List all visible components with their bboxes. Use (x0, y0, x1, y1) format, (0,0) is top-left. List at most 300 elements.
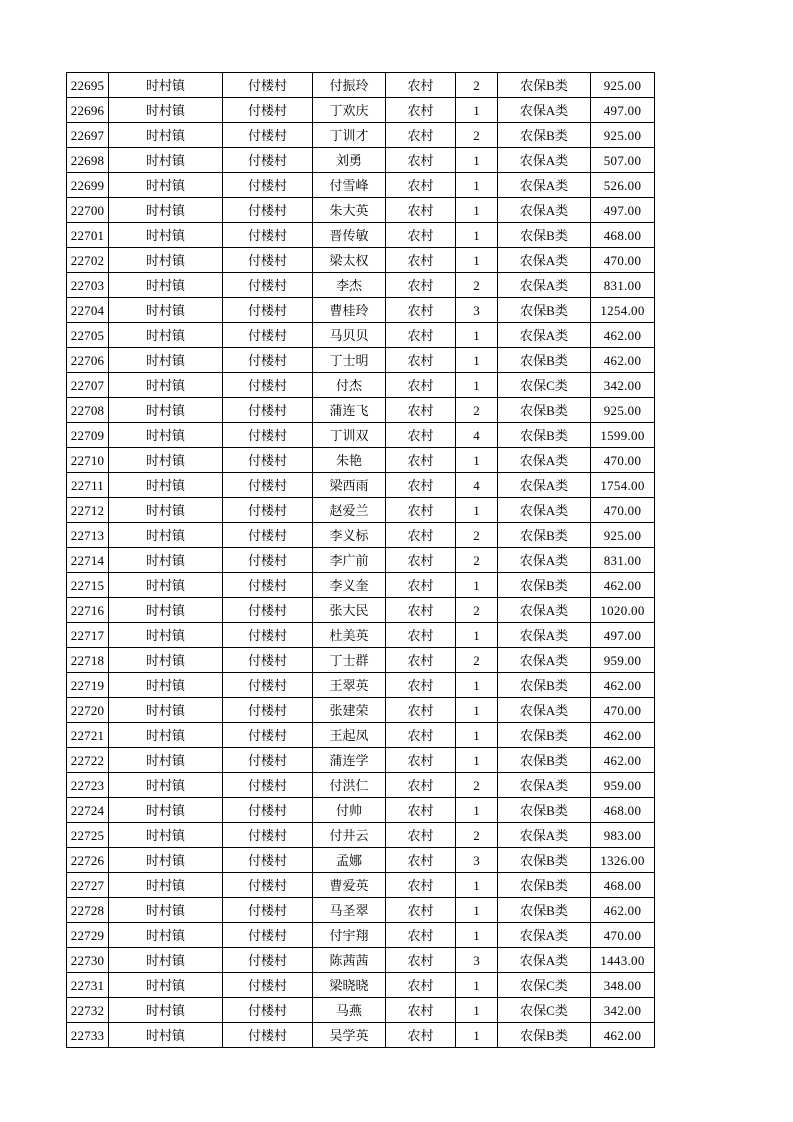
cell-id: 22715 (67, 573, 109, 598)
cell-amount: 462.00 (591, 723, 655, 748)
cell-town: 时村镇 (109, 248, 223, 273)
cell-count: 2 (456, 823, 498, 848)
cell-town: 时村镇 (109, 748, 223, 773)
table-row (67, 748, 655, 773)
cell-amount: 348.00 (591, 973, 655, 998)
cell-id: 22714 (67, 548, 109, 573)
cell-count: 1 (456, 373, 498, 398)
cell-area: 农村 (386, 273, 456, 298)
roster-table (66, 72, 655, 1048)
cell-town: 时村镇 (109, 948, 223, 973)
cell-amount: 470.00 (591, 698, 655, 723)
cell-amount: 831.00 (591, 548, 655, 573)
cell-amount: 1326.00 (591, 848, 655, 873)
cell-village: 付楼村 (223, 648, 313, 673)
cell-town: 时村镇 (109, 348, 223, 373)
cell-amount: 507.00 (591, 148, 655, 173)
cell-name: 赵爱兰 (313, 498, 386, 523)
cell-area: 农村 (386, 548, 456, 573)
cell-id: 22700 (67, 198, 109, 223)
cell-amount: 925.00 (591, 123, 655, 148)
cell-id: 22699 (67, 173, 109, 198)
cell-type: 农保A类 (498, 273, 591, 298)
cell-amount: 470.00 (591, 448, 655, 473)
cell-area: 农村 (386, 323, 456, 348)
cell-count: 1 (456, 1023, 498, 1048)
table-row (67, 373, 655, 398)
cell-town: 时村镇 (109, 648, 223, 673)
cell-area: 农村 (386, 898, 456, 923)
cell-town: 时村镇 (109, 873, 223, 898)
cell-name: 杜美英 (313, 623, 386, 648)
cell-village: 付楼村 (223, 948, 313, 973)
cell-type: 农保B类 (498, 848, 591, 873)
cell-name: 刘勇 (313, 148, 386, 173)
cell-town: 时村镇 (109, 298, 223, 323)
cell-id: 22712 (67, 498, 109, 523)
cell-id: 22701 (67, 223, 109, 248)
cell-area: 农村 (386, 748, 456, 773)
cell-town: 时村镇 (109, 198, 223, 223)
table-row (67, 1023, 655, 1048)
cell-town: 时村镇 (109, 223, 223, 248)
cell-area: 农村 (386, 298, 456, 323)
cell-count: 1 (456, 873, 498, 898)
cell-village: 付楼村 (223, 98, 313, 123)
table-row (67, 598, 655, 623)
cell-amount: 342.00 (591, 373, 655, 398)
cell-area: 农村 (386, 1023, 456, 1048)
cell-town: 时村镇 (109, 573, 223, 598)
cell-id: 22698 (67, 148, 109, 173)
cell-area: 农村 (386, 823, 456, 848)
cell-type: 农保A类 (498, 173, 591, 198)
cell-name: 张建荣 (313, 698, 386, 723)
cell-id: 22725 (67, 823, 109, 848)
cell-amount: 497.00 (591, 623, 655, 648)
cell-count: 1 (456, 148, 498, 173)
cell-amount: 1754.00 (591, 473, 655, 498)
table-row (67, 698, 655, 723)
cell-town: 时村镇 (109, 623, 223, 648)
cell-name: 吴学英 (313, 1023, 386, 1048)
table-row (67, 823, 655, 848)
cell-type: 农保A类 (498, 823, 591, 848)
cell-id: 22706 (67, 348, 109, 373)
cell-area: 农村 (386, 423, 456, 448)
cell-type: 农保A类 (498, 198, 591, 223)
cell-town: 时村镇 (109, 698, 223, 723)
cell-id: 22730 (67, 948, 109, 973)
cell-type: 农保A类 (498, 948, 591, 973)
cell-id: 22723 (67, 773, 109, 798)
table-row (67, 723, 655, 748)
cell-type: 农保C类 (498, 998, 591, 1023)
cell-name: 朱艳 (313, 448, 386, 473)
table-row (67, 673, 655, 698)
cell-amount: 470.00 (591, 923, 655, 948)
table-row (67, 973, 655, 998)
cell-village: 付楼村 (223, 848, 313, 873)
cell-count: 1 (456, 698, 498, 723)
cell-amount: 468.00 (591, 223, 655, 248)
cell-area: 农村 (386, 873, 456, 898)
cell-area: 农村 (386, 673, 456, 698)
cell-village: 付楼村 (223, 548, 313, 573)
cell-id: 22728 (67, 898, 109, 923)
cell-count: 1 (456, 923, 498, 948)
cell-type: 农保B类 (498, 348, 591, 373)
cell-village: 付楼村 (223, 823, 313, 848)
table-row (67, 573, 655, 598)
cell-amount: 470.00 (591, 498, 655, 523)
cell-count: 1 (456, 448, 498, 473)
table-row (67, 523, 655, 548)
cell-name: 曹桂玲 (313, 298, 386, 323)
cell-id: 22721 (67, 723, 109, 748)
cell-name: 付振玲 (313, 73, 386, 98)
cell-area: 农村 (386, 348, 456, 373)
cell-village: 付楼村 (223, 298, 313, 323)
table-row (67, 98, 655, 123)
cell-name: 马燕 (313, 998, 386, 1023)
cell-village: 付楼村 (223, 398, 313, 423)
cell-town: 时村镇 (109, 173, 223, 198)
table-row (67, 498, 655, 523)
cell-area: 农村 (386, 973, 456, 998)
cell-id: 22696 (67, 98, 109, 123)
table-row (67, 248, 655, 273)
table-row (67, 448, 655, 473)
cell-amount: 462.00 (591, 323, 655, 348)
cell-id: 22697 (67, 123, 109, 148)
cell-town: 时村镇 (109, 98, 223, 123)
cell-town: 时村镇 (109, 548, 223, 573)
cell-town: 时村镇 (109, 848, 223, 873)
cell-area: 农村 (386, 723, 456, 748)
cell-area: 农村 (386, 623, 456, 648)
cell-name: 王翠英 (313, 673, 386, 698)
cell-village: 付楼村 (223, 373, 313, 398)
cell-type: 农保B类 (498, 723, 591, 748)
cell-village: 付楼村 (223, 598, 313, 623)
cell-type: 农保C类 (498, 373, 591, 398)
cell-village: 付楼村 (223, 698, 313, 723)
cell-type: 农保A类 (498, 598, 591, 623)
cell-id: 22695 (67, 73, 109, 98)
cell-town: 时村镇 (109, 473, 223, 498)
table-row (67, 948, 655, 973)
cell-name: 王起凤 (313, 723, 386, 748)
cell-area: 农村 (386, 373, 456, 398)
cell-amount: 462.00 (591, 573, 655, 598)
cell-count: 2 (456, 123, 498, 148)
cell-name: 梁西雨 (313, 473, 386, 498)
cell-count: 1 (456, 748, 498, 773)
cell-name: 付洪仁 (313, 773, 386, 798)
cell-count: 1 (456, 723, 498, 748)
cell-count: 1 (456, 223, 498, 248)
cell-id: 22722 (67, 748, 109, 773)
cell-town: 时村镇 (109, 523, 223, 548)
cell-id: 22727 (67, 873, 109, 898)
cell-type: 农保A类 (498, 648, 591, 673)
cell-area: 农村 (386, 198, 456, 223)
cell-area: 农村 (386, 248, 456, 273)
cell-count: 1 (456, 323, 498, 348)
cell-type: 农保B类 (498, 1023, 591, 1048)
cell-town: 时村镇 (109, 798, 223, 823)
cell-count: 3 (456, 298, 498, 323)
cell-id: 22729 (67, 923, 109, 948)
cell-town: 时村镇 (109, 323, 223, 348)
cell-village: 付楼村 (223, 748, 313, 773)
table-row (67, 223, 655, 248)
cell-name: 朱大英 (313, 198, 386, 223)
cell-amount: 462.00 (591, 1023, 655, 1048)
cell-type: 农保A类 (498, 548, 591, 573)
table-row (67, 798, 655, 823)
cell-area: 农村 (386, 598, 456, 623)
cell-name: 付宇翔 (313, 923, 386, 948)
cell-type: 农保A类 (498, 98, 591, 123)
cell-village: 付楼村 (223, 623, 313, 648)
cell-count: 1 (456, 573, 498, 598)
cell-type: 农保B类 (498, 748, 591, 773)
cell-amount: 1020.00 (591, 598, 655, 623)
cell-amount: 468.00 (591, 873, 655, 898)
table-row (67, 173, 655, 198)
cell-area: 农村 (386, 473, 456, 498)
table-row (67, 73, 655, 98)
cell-count: 3 (456, 848, 498, 873)
cell-name: 丁士群 (313, 648, 386, 673)
cell-id: 22718 (67, 648, 109, 673)
cell-id: 22707 (67, 373, 109, 398)
cell-count: 3 (456, 948, 498, 973)
cell-village: 付楼村 (223, 798, 313, 823)
cell-village: 付楼村 (223, 498, 313, 523)
table-row (67, 398, 655, 423)
cell-type: 农保B类 (498, 73, 591, 98)
cell-village: 付楼村 (223, 873, 313, 898)
cell-count: 1 (456, 498, 498, 523)
table-row (67, 473, 655, 498)
cell-village: 付楼村 (223, 448, 313, 473)
cell-town: 时村镇 (109, 1023, 223, 1048)
cell-area: 农村 (386, 148, 456, 173)
cell-id: 22709 (67, 423, 109, 448)
cell-id: 22702 (67, 248, 109, 273)
cell-town: 时村镇 (109, 973, 223, 998)
cell-area: 农村 (386, 498, 456, 523)
cell-town: 时村镇 (109, 823, 223, 848)
cell-village: 付楼村 (223, 423, 313, 448)
cell-area: 农村 (386, 398, 456, 423)
cell-count: 1 (456, 173, 498, 198)
cell-amount: 462.00 (591, 898, 655, 923)
cell-id: 22733 (67, 1023, 109, 1048)
cell-town: 时村镇 (109, 123, 223, 148)
table-row (67, 323, 655, 348)
cell-town: 时村镇 (109, 273, 223, 298)
cell-count: 2 (456, 273, 498, 298)
cell-name: 曹爱英 (313, 873, 386, 898)
cell-id: 22703 (67, 273, 109, 298)
cell-area: 农村 (386, 773, 456, 798)
cell-village: 付楼村 (223, 673, 313, 698)
cell-count: 4 (456, 473, 498, 498)
cell-amount: 925.00 (591, 523, 655, 548)
cell-amount: 959.00 (591, 773, 655, 798)
cell-area: 农村 (386, 223, 456, 248)
cell-amount: 526.00 (591, 173, 655, 198)
cell-count: 1 (456, 798, 498, 823)
cell-id: 22720 (67, 698, 109, 723)
cell-amount: 342.00 (591, 998, 655, 1023)
cell-village: 付楼村 (223, 198, 313, 223)
cell-name: 蒲连飞 (313, 398, 386, 423)
cell-area: 农村 (386, 948, 456, 973)
cell-name: 丁欢庆 (313, 98, 386, 123)
cell-id: 22719 (67, 673, 109, 698)
cell-id: 22726 (67, 848, 109, 873)
cell-name: 付雪峰 (313, 173, 386, 198)
table-row (67, 348, 655, 373)
cell-area: 农村 (386, 98, 456, 123)
cell-village: 付楼村 (223, 223, 313, 248)
cell-type: 农保C类 (498, 973, 591, 998)
table-row (67, 848, 655, 873)
cell-town: 时村镇 (109, 398, 223, 423)
cell-type: 农保A类 (498, 148, 591, 173)
table-row (67, 423, 655, 448)
cell-type: 农保A类 (498, 448, 591, 473)
cell-name: 李杰 (313, 273, 386, 298)
cell-village: 付楼村 (223, 473, 313, 498)
cell-village: 付楼村 (223, 1023, 313, 1048)
cell-amount: 959.00 (591, 648, 655, 673)
cell-type: 农保B类 (498, 523, 591, 548)
cell-town: 时村镇 (109, 898, 223, 923)
cell-name: 付井云 (313, 823, 386, 848)
table-row (67, 548, 655, 573)
cell-village: 付楼村 (223, 123, 313, 148)
cell-id: 22704 (67, 298, 109, 323)
cell-amount: 462.00 (591, 673, 655, 698)
cell-type: 农保A类 (498, 473, 591, 498)
cell-name: 丁训才 (313, 123, 386, 148)
cell-type: 农保A类 (498, 498, 591, 523)
cell-name: 李义奎 (313, 573, 386, 598)
cell-town: 时村镇 (109, 423, 223, 448)
cell-name: 蒲连学 (313, 748, 386, 773)
cell-id: 22732 (67, 998, 109, 1023)
table-row (67, 898, 655, 923)
cell-type: 农保B类 (498, 223, 591, 248)
cell-type: 农保A类 (498, 698, 591, 723)
cell-id: 22724 (67, 798, 109, 823)
cell-name: 丁训双 (313, 423, 386, 448)
cell-type: 农保B类 (498, 123, 591, 148)
cell-area: 农村 (386, 73, 456, 98)
cell-amount: 462.00 (591, 748, 655, 773)
roster-table-body (67, 73, 655, 1048)
table-row (67, 298, 655, 323)
cell-town: 时村镇 (109, 598, 223, 623)
cell-name: 马圣翠 (313, 898, 386, 923)
cell-id: 22705 (67, 323, 109, 348)
cell-village: 付楼村 (223, 348, 313, 373)
cell-count: 1 (456, 248, 498, 273)
cell-area: 农村 (386, 173, 456, 198)
cell-amount: 1254.00 (591, 298, 655, 323)
table-row (67, 998, 655, 1023)
cell-type: 农保A类 (498, 248, 591, 273)
cell-village: 付楼村 (223, 148, 313, 173)
cell-amount: 462.00 (591, 348, 655, 373)
cell-type: 农保A类 (498, 923, 591, 948)
cell-count: 2 (456, 73, 498, 98)
cell-name: 孟娜 (313, 848, 386, 873)
cell-count: 1 (456, 348, 498, 373)
cell-type: 农保B类 (498, 798, 591, 823)
cell-amount: 497.00 (591, 98, 655, 123)
cell-type: 农保B类 (498, 298, 591, 323)
cell-name: 马贝贝 (313, 323, 386, 348)
table-row (67, 198, 655, 223)
cell-count: 2 (456, 523, 498, 548)
cell-amount: 470.00 (591, 248, 655, 273)
cell-town: 时村镇 (109, 73, 223, 98)
cell-amount: 925.00 (591, 73, 655, 98)
cell-town: 时村镇 (109, 998, 223, 1023)
cell-name: 张大民 (313, 598, 386, 623)
cell-village: 付楼村 (223, 773, 313, 798)
cell-town: 时村镇 (109, 498, 223, 523)
cell-type: 农保B类 (498, 673, 591, 698)
cell-village: 付楼村 (223, 273, 313, 298)
cell-village: 付楼村 (223, 248, 313, 273)
cell-name: 梁太权 (313, 248, 386, 273)
cell-amount: 831.00 (591, 273, 655, 298)
table-row (67, 648, 655, 673)
cell-count: 2 (456, 398, 498, 423)
table-row (67, 623, 655, 648)
cell-type: 农保B类 (498, 573, 591, 598)
table-row (67, 923, 655, 948)
cell-town: 时村镇 (109, 448, 223, 473)
cell-id: 22710 (67, 448, 109, 473)
cell-name: 丁士明 (313, 348, 386, 373)
cell-area: 农村 (386, 523, 456, 548)
cell-town: 时村镇 (109, 373, 223, 398)
cell-village: 付楼村 (223, 723, 313, 748)
cell-count: 1 (456, 198, 498, 223)
cell-name: 陈茜茜 (313, 948, 386, 973)
cell-count: 1 (456, 623, 498, 648)
cell-name: 李义标 (313, 523, 386, 548)
cell-area: 农村 (386, 573, 456, 598)
cell-count: 4 (456, 423, 498, 448)
cell-town: 时村镇 (109, 148, 223, 173)
cell-village: 付楼村 (223, 998, 313, 1023)
cell-id: 22711 (67, 473, 109, 498)
cell-village: 付楼村 (223, 898, 313, 923)
cell-id: 22731 (67, 973, 109, 998)
cell-id: 22708 (67, 398, 109, 423)
cell-count: 2 (456, 773, 498, 798)
